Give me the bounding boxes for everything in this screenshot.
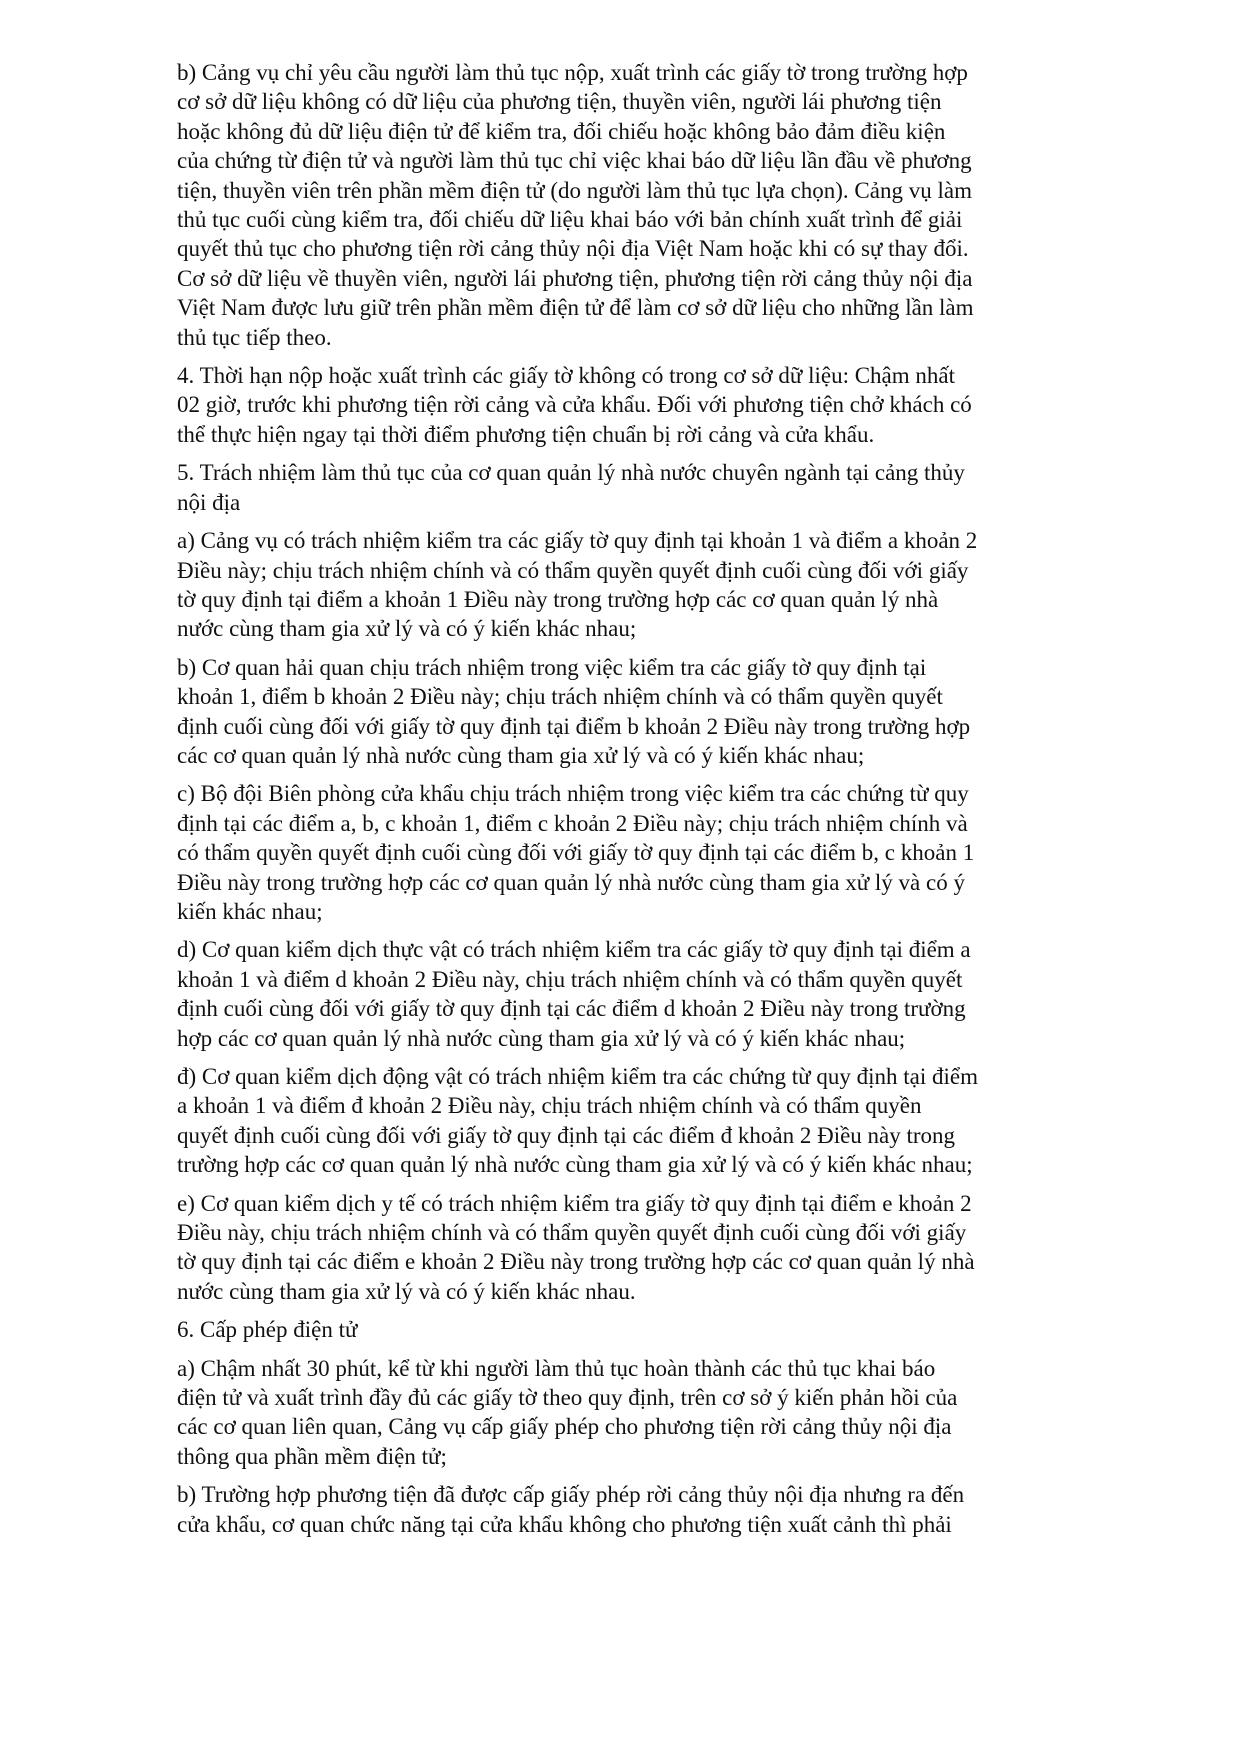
text-line: nước cùng tham gia xử lý và có ý kiến khác nhau; [177,616,637,642]
paragraph [177,1315,1121,1344]
text-line: Việt Nam được lưu giữ trên phần mềm điện tử để làm cơ sở dữ liệu cho những lần làm [177,295,974,321]
text-line: nội địa [177,489,241,515]
text-line: tiện, thuyền viên trên phần mềm điện tử (do người làm thủ tục lựa chọn). Cảng vụ làm [177,177,972,203]
paragraph [177,935,1121,1053]
text-line: tờ quy định tại điểm a khoản 1 Điều này trong trường hợp các cơ quan quản lý nhà [177,586,939,612]
text-line: c) Bộ đội Biên phòng cửa khẩu chịu trách nhiệm trong việc kiểm tra các chứng từ quy [177,781,969,807]
text-line: thể thực hiện ngay tại thời điểm phương tiện chuẩn bị rời cảng và cửa khẩu. [177,421,875,447]
paragraph [177,1480,1121,1539]
text-line: đ) Cơ quan kiểm dịch động vật có trách nhiệm kiểm tra các chứng từ quy định tại điểm [177,1064,978,1089]
text-line: a) Cảng vụ có trách nhiệm kiểm tra các giấy tờ quy định tại khoản 1 và điểm a khoản 2 [177,528,978,554]
text-line: khoản 1, điểm b khoản 2 Điều này; chịu trách nhiệm chính và có thẩm quyền quyết [177,684,943,710]
text-line: 5. Trách nhiệm làm thủ tục của cơ quan quản lý nhà nước chuyên ngành tại cảng thủy [177,460,965,486]
text-line: quyết định cuối cùng đối với giấy tờ quy định tại các điểm đ khoản 2 Điều này trong [177,1122,956,1148]
paragraph [177,1354,1121,1472]
paragraph [177,1062,1121,1180]
text-line: các cơ quan liên quan, Cảng vụ cấp giấy phép cho phương tiện rời cảng thủy nội địa [177,1414,952,1440]
paragraph [177,58,1121,352]
paragraph [177,526,1121,644]
paragraph [177,779,1121,926]
paragraph [177,1189,1121,1307]
text-line: 6. Cấp phép điện tử [177,1317,358,1343]
text-line: b) Cảng vụ chỉ yêu cầu người làm thủ tục nộp, xuất trình các giấy tờ trong trường hợp [177,60,968,85]
text-line: thủ tục cuối cùng kiểm tra, đối chiếu dữ liệu khai báo với bản chính xuất trình để giải [177,207,963,233]
text-line: thông qua phần mềm điện tử; [177,1443,447,1469]
text-line: định cuối cùng đối với giấy tờ quy định tại điểm b khoản 2 Điều này trong trường hợp [177,713,971,739]
text-line: các cơ quan quản lý nhà nước cùng tham gia xử lý và có ý kiến khác nhau; [177,742,865,768]
text-line: b) Trường hợp phương tiện đã được cấp giấy phép rời cảng thủy nội địa nhưng ra đến [177,1482,965,1508]
text-line: Cơ sở dữ liệu về thuyền viên, người lái phương tiện, phương tiện rời cảng thủy nội địa [177,265,973,291]
text-line: 02 giờ, trước khi phương tiện rời cảng và cửa khẩu. Đối với phương tiện chở khách có [177,392,972,418]
text-line: tờ quy định tại các điểm e khoản 2 Điều này trong trường hợp các cơ quan quản lý nhà [177,1249,975,1275]
text-line: cơ sở dữ liệu không có dữ liệu của phương tiện, thuyền viên, người lái phương tiện [177,89,942,115]
paragraph [177,653,1121,771]
paragraph [177,458,1121,517]
text-line: cửa khẩu, cơ quan chức năng tại cửa khẩu không cho phương tiện xuất cảnh thì phải [177,1511,952,1537]
paragraph [177,361,1121,449]
text-line: a khoản 1 và điểm đ khoản 2 Điều này, chịu trách nhiệm chính và có thẩm quyền [177,1093,922,1119]
text-line: 4. Thời hạn nộp hoặc xuất trình các giấy tờ không có trong cơ sở dữ liệu: Chậm nhất [177,363,956,389]
text-line: Điều này, chịu trách nhiệm chính và có thẩm quyền quyết định cuối cùng đối với giấy [177,1220,967,1246]
text-line: trường hợp các cơ quan quản lý nhà nước cùng tham gia xử lý và có ý kiến khác nhau; [177,1152,973,1178]
text-line: quyết thủ tục cho phương tiện rời cảng thủy nội địa Việt Nam hoặc khi có sự thay đổi. [177,236,969,262]
text-line: Điều này trong trường hợp các cơ quan quản lý nhà nước cùng tham gia xử lý và có ý [177,869,965,895]
text-line: có thẩm quyền quyết định cuối cùng đối với giấy tờ quy định tại các điểm b, c khoản 1 [177,840,975,866]
text-line: hợp các cơ quan quản lý nhà nước cùng tham gia xử lý và có ý kiến khác nhau; [177,1025,906,1051]
text-line: e) Cơ quan kiểm dịch y tế có trách nhiệm kiểm tra giấy tờ quy định tại điểm e khoản 2 [177,1190,972,1216]
text-line: b) Cơ quan hải quan chịu trách nhiệm trong việc kiểm tra các giấy tờ quy định tại [177,654,927,680]
text-line: kiến khác nhau; [177,898,323,924]
text-line: a) Chậm nhất 30 phút, kể từ khi người làm thủ tục hoàn thành các thủ tục khai báo [177,1355,936,1381]
text-line: điện tử và xuất trình đầy đủ các giấy tờ theo quy định, trên cơ sở ý kiến phản hồi của [177,1385,958,1411]
text-line: thủ tục tiếp theo. [177,324,332,350]
text-line: hoặc không đủ dữ liệu điện tử để kiểm tra, đối chiếu hoặc không bảo đảm điều kiện [177,118,946,144]
text-line: nước cùng tham gia xử lý và có ý kiến khác nhau. [177,1278,636,1304]
text-line: định tại các điểm a, b, c khoản 1, điểm c khoản 2 Điều này; chịu trách nhiệm chính và [177,810,968,836]
text-line: khoản 1 và điểm d khoản 2 Điều này, chịu trách nhiệm chính và có thẩm quyền quyết [177,966,963,992]
text-line: d) Cơ quan kiểm dịch thực vật có trách nhiệm kiểm tra các giấy tờ quy định tại điểm a [177,937,971,963]
text-line: của chứng từ điện tử và người làm thủ tục chỉ việc khai báo dữ liệu lần đầu về phương [177,148,972,174]
text-line: Điều này; chịu trách nhiệm chính và có thẩm quyền quyết định cuối cùng đối với giấy [177,557,969,583]
text-line: định cuối cùng đối với giấy tờ quy định tại các điểm d khoản 2 Điều này trong trường [177,996,966,1022]
document-body [177,58,1121,1548]
